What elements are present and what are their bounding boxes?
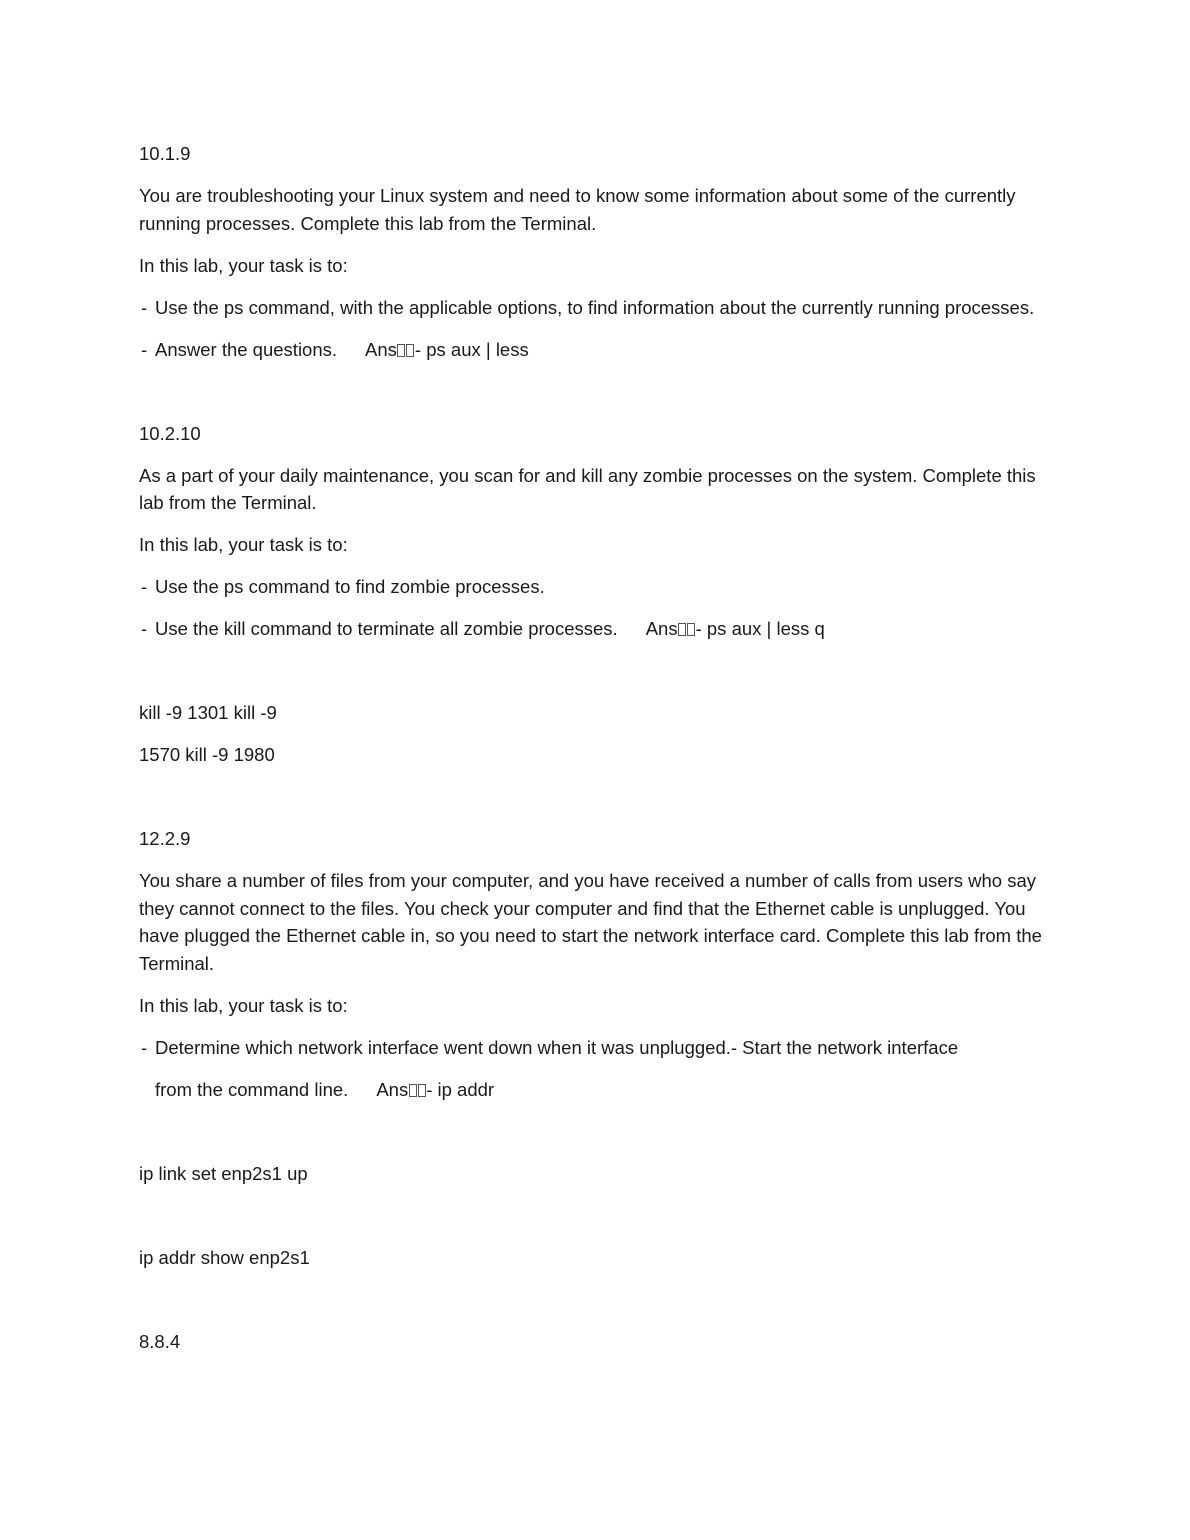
list-item-text: from the command line. [155, 1078, 349, 1100]
list-item-continuation [139, 1076, 1050, 1104]
missing-glyph-icon [406, 344, 414, 357]
list-item-text: Use the ps command to find zombie processes. [155, 576, 545, 597]
list-item-text: Answer the questions. [155, 338, 338, 360]
missing-glyph-icon [409, 1084, 417, 1097]
spacer [139, 378, 1050, 420]
answer-prefix: Ans [365, 338, 397, 360]
section-number: 8.8.4 [139, 1330, 181, 1352]
section-number: 10.2.10 [139, 422, 201, 444]
list-item-text: Determine which network interface went down when it was unplugged.- Start the network interface [155, 1036, 959, 1058]
missing-glyph-icon [678, 623, 686, 636]
list-item [139, 336, 1050, 364]
command-line: 1570 kill -9 1980 [139, 744, 275, 765]
task-label: In this lab, your task is to: [139, 534, 348, 555]
spacer [139, 1202, 1050, 1244]
spacer [139, 657, 1050, 699]
bullet-marker: - [141, 576, 148, 597]
command-line: ip link set enp2s1 up [139, 1162, 308, 1184]
missing-glyph-icon [397, 344, 405, 357]
section-number: 12.2.9 [139, 828, 191, 849]
list-item [139, 294, 1050, 322]
list-item [139, 1034, 1050, 1062]
missing-glyph-icon [418, 1084, 426, 1097]
section-intro: You are troubleshooting your Linux system and need to know some information about some of the currently running processes. Complete this lab from the Terminal. [139, 185, 1016, 234]
command-line: kill -9 1301 kill -9 [139, 702, 277, 723]
list-item-answer-line [155, 615, 1050, 643]
bullet-marker: - [141, 618, 148, 639]
spacer [139, 1286, 1050, 1328]
spacer [139, 1118, 1050, 1160]
answer-command: - ps aux | less q [695, 618, 825, 639]
list-item-text: Use the kill command to terminate all zombie processes. [155, 618, 618, 639]
spacer [139, 783, 1050, 825]
bullet-marker: - [141, 296, 148, 318]
answer-prefix: Ans [376, 1078, 409, 1100]
list-item [139, 615, 1050, 643]
list-item [139, 573, 1050, 601]
list-item-answer-line [155, 336, 1050, 364]
section-intro: You share a number of files from your computer, and you have received a number of calls from users who say they cannot connect to the files. You check your computer and find that the Ethernet cable is unplugged. You have plugged the Ethernet cable in, so you need to start the network interface card. Complete this lab from the Terminal. [139, 870, 1042, 974]
answer-command: - ps aux | less [414, 338, 529, 360]
bullet-marker: - [141, 1036, 148, 1058]
section-intro: As a part of your daily maintenance, you scan for and kill any zombie processes on the system. Complete this lab from the Terminal. [139, 464, 1036, 513]
command-line: ip addr show enp2s1 [139, 1246, 310, 1268]
missing-glyph-icon [687, 623, 695, 636]
section-number: 10.1.9 [139, 143, 191, 164]
task-label: In this lab, your task is to: [139, 254, 348, 276]
task-label: In this lab, your task is to: [139, 994, 348, 1016]
answer-command: - ip addr [426, 1078, 495, 1100]
list-item-text: Use the ps command, with the applicable options, to find information about the currently running processes. [155, 296, 1035, 318]
bullet-marker: - [141, 338, 148, 360]
answer-prefix: Ans [645, 618, 678, 639]
